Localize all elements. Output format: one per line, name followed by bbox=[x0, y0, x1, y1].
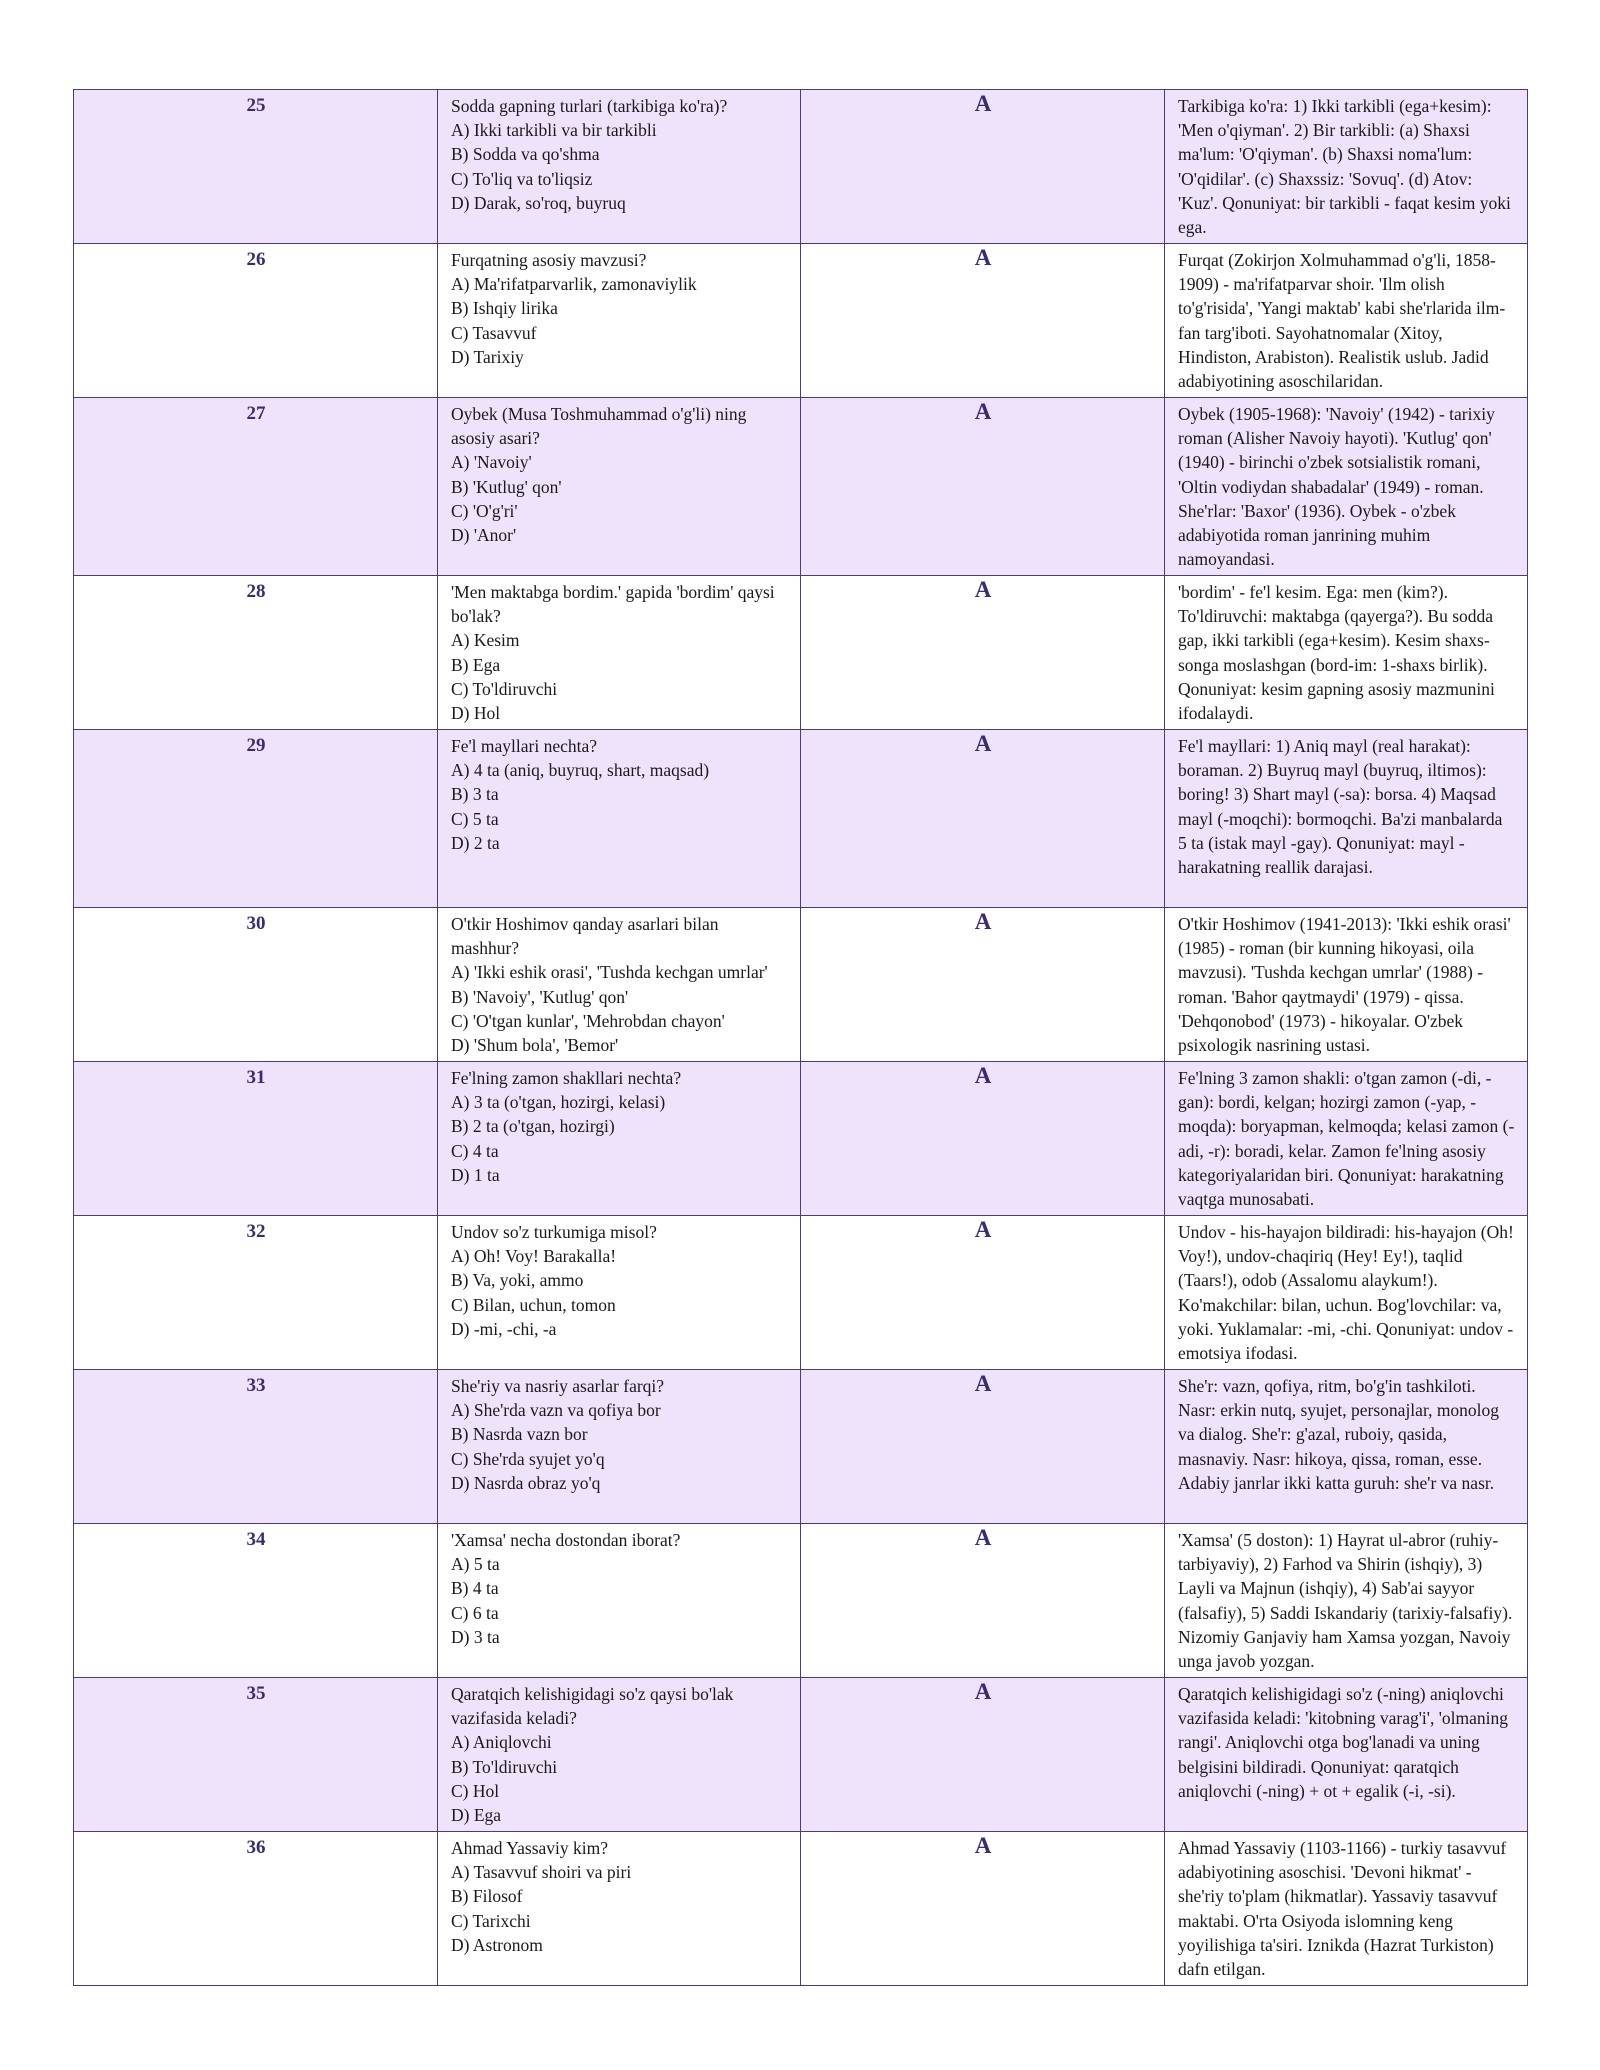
table-row bbox=[74, 730, 1528, 908]
explanation-cell bbox=[1165, 244, 1528, 398]
question-text: Furqatning asosiy mavzusi? bbox=[451, 250, 647, 270]
explanation-text: Tarkibiga ko'ra: 1) Ikki tarkibli (ega+kesim): 'Men o'qiyman'. 2) Bir tarkibli: (a) Shaxsi ma'lum: 'O'qiyman'. (b) Shaxsi noma'lum: 'O'qidilar'. (c) Shaxssiz: 'Sovuq'. (d) Atov: 'Kuz'. Qonuniyat: bir tarkibli - faqat kesim yoki ega. bbox=[1178, 96, 1511, 238]
answer-option: A) 'Navoiy' bbox=[451, 452, 532, 473]
answer-option: B) Va, yoki, ammo bbox=[451, 1270, 584, 1291]
answer-option: C) 6 ta bbox=[451, 1602, 499, 1623]
answer-option: D) -mi, -chi, -a bbox=[451, 1318, 557, 1339]
answer-option: B) Nasrda vazn bor bbox=[451, 1424, 588, 1445]
answer-option: D) Tarixiy bbox=[451, 346, 524, 367]
explanation-cell bbox=[1165, 730, 1528, 908]
question-cell bbox=[438, 244, 801, 398]
question-number: 27 bbox=[74, 398, 438, 576]
quiz-page bbox=[73, 89, 1527, 1986]
correct-answer: A bbox=[801, 1216, 1165, 1370]
table-row bbox=[74, 398, 1528, 576]
correct-answer: A bbox=[801, 1370, 1165, 1524]
explanation-cell bbox=[1165, 398, 1528, 576]
question-cell bbox=[438, 576, 801, 730]
table-row bbox=[74, 1062, 1528, 1216]
question-text: Qaratqich kelishigidagi so'z qaysi bo'lak vazifasida keladi? bbox=[451, 1684, 734, 1729]
correct-answer: A bbox=[801, 576, 1165, 730]
question-number: 25 bbox=[74, 90, 438, 244]
answer-option: C) Tasavvuf bbox=[451, 322, 537, 343]
answer-option: D) 3 ta bbox=[451, 1626, 500, 1647]
explanation-cell bbox=[1165, 908, 1528, 1062]
answer-option: D) Darak, so'roq, buyruq bbox=[451, 192, 626, 213]
explanation-text: Fe'lning 3 zamon shakli: o'tgan zamon (-di, -gan): bordi, kelgan; hozirgi zamon (-yap, -moqda): boryapman, kelmoqda; kelasi zamon (-adi, -r): boradi, kelar. Zamon fe'lning asosiy kategoriyalaridan biri. Qonuniyat: harakatning vaqtga munosabati. bbox=[1178, 1068, 1515, 1210]
answer-option: C) 'O'tgan kunlar', 'Mehrobdan chayon' bbox=[451, 1010, 725, 1031]
answer-option: C) Bilan, uchun, tomon bbox=[451, 1294, 616, 1315]
answer-option: C) Hol bbox=[451, 1780, 500, 1801]
explanation-cell bbox=[1165, 1370, 1528, 1524]
question-text: Sodda gapning turlari (tarkibiga ko'ra)? bbox=[451, 96, 728, 116]
correct-answer: A bbox=[801, 244, 1165, 398]
answer-option: B) 2 ta (o'tgan, hozirgi) bbox=[451, 1116, 615, 1137]
answer-option: A) 5 ta bbox=[451, 1554, 500, 1575]
answer-option: A) Ikki tarkibli va bir tarkibli bbox=[451, 120, 657, 141]
answer-option: B) Sodda va qo'shma bbox=[451, 144, 600, 165]
question-number: 32 bbox=[74, 1216, 438, 1370]
explanation-cell bbox=[1165, 1062, 1528, 1216]
answer-option: A) Oh! Voy! Barakalla! bbox=[451, 1246, 617, 1267]
question-cell bbox=[438, 1062, 801, 1216]
table-row bbox=[74, 90, 1528, 244]
table-row bbox=[74, 244, 1528, 398]
correct-answer: A bbox=[801, 1678, 1165, 1832]
answer-option: B) 'Kutlug' qon' bbox=[451, 476, 562, 497]
explanation-text: O'tkir Hoshimov (1941-2013): 'Ikki eshik orasi' (1985) - roman (bir kunning hikoyasi, oila mavzusi). 'Tushda kechgan umrlar' (1988) - roman. 'Bahor qaytmaydi' (1979) - qissa. 'Dehqonobod' (1973) - hikoyalar. O'zbek psixologik nasrining ustasi. bbox=[1178, 914, 1511, 1056]
explanation-cell bbox=[1165, 1216, 1528, 1370]
question-number: 26 bbox=[74, 244, 438, 398]
explanation-text: 'bordim' - fe'l kesim. Ega: men (kim?). To'ldiruvchi: maktabga (qayerga?). Bu sodda gap, ikki tarkibli (ega+kesim). Kesim shaxs-songa moslashgan (bord-im: 1-shaxs birlik). Qonuniyat: kesim gapning asosiy mazmunini ifodalaydi. bbox=[1178, 582, 1495, 724]
explanation-cell bbox=[1165, 90, 1528, 244]
answer-option: C) 5 ta bbox=[451, 808, 499, 829]
correct-answer: A bbox=[801, 908, 1165, 1062]
answer-option: A) 4 ta (aniq, buyruq, shart, maqsad) bbox=[451, 760, 710, 781]
answer-option: C) She'rda syujet yo'q bbox=[451, 1448, 605, 1469]
answer-option: D) Astronom bbox=[451, 1934, 543, 1955]
explanation-cell bbox=[1165, 1832, 1528, 1986]
answer-option: B) 4 ta bbox=[451, 1578, 499, 1599]
question-text: She'riy va nasriy asarlar farqi? bbox=[451, 1376, 665, 1396]
question-cell bbox=[438, 398, 801, 576]
answer-option: C) Tarixchi bbox=[451, 1910, 531, 1931]
table-row bbox=[74, 576, 1528, 730]
table-row bbox=[74, 1370, 1528, 1524]
answer-option: A) Kesim bbox=[451, 630, 520, 651]
answer-option: D) Nasrda obraz yo'q bbox=[451, 1472, 601, 1493]
question-text: O'tkir Hoshimov qanday asarlari bilan mashhur? bbox=[451, 914, 719, 959]
question-cell bbox=[438, 1216, 801, 1370]
explanation-text: She'r: vazn, qofiya, ritm, bo'g'in tashkiloti. Nasr: erkin nutq, syujet, personajlar, monolog va dialog. She'r: g'azal, ruboiy, qasida, masnaviy. Nasr: hikoya, qissa, roman, esse. Adabiy janrlar ikki katta guruh: she'r va nasr. bbox=[1178, 1376, 1500, 1493]
question-text: Fe'l mayllari nechta? bbox=[451, 736, 598, 756]
table-row bbox=[74, 1524, 1528, 1678]
answer-option: B) Filosof bbox=[451, 1886, 523, 1907]
quiz-table bbox=[73, 89, 1528, 1986]
question-number: 31 bbox=[74, 1062, 438, 1216]
answer-option: D) Ega bbox=[451, 1805, 502, 1826]
question-number: 36 bbox=[74, 1832, 438, 1986]
table-row bbox=[74, 1216, 1528, 1370]
correct-answer: A bbox=[801, 730, 1165, 908]
correct-answer: A bbox=[801, 90, 1165, 244]
correct-answer: A bbox=[801, 398, 1165, 576]
question-cell bbox=[438, 730, 801, 908]
question-number: 30 bbox=[74, 908, 438, 1062]
answer-option: A) 'Ikki eshik orasi', 'Tushda kechgan umrlar' bbox=[451, 962, 768, 983]
explanation-text: Undov - his-hayajon bildiradi: his-hayajon (Oh! Voy!), undov-chaqiriq (Hey! Ey!), taqlid (Taars!), odob (Assalomu alaykum!). Ko'makchilar: bilan, uchun. Bog'lovchilar: va, yoki. Yuklamalar: -mi, -chi. Qonuniyat: undov - emotsiya ifodasi. bbox=[1178, 1222, 1514, 1364]
answer-option: D) 'Shum bola', 'Bemor' bbox=[451, 1035, 619, 1056]
question-number: 33 bbox=[74, 1370, 438, 1524]
answer-option: C) To'liq va to'liqsiz bbox=[451, 168, 593, 189]
explanation-text: Furqat (Zokirjon Xolmuhammad o'g'li, 1858-1909) - ma'rifatparvar shoir. 'Ilm olish to'g'risida', 'Yangi maktab' kabi she'rlarida ilm-fan targ'iboti. Sayohatnomalar (Xitoy, Hindiston, Arabiston). Realistik uslub. Jadid adabiyotining asoschilaridan. bbox=[1178, 250, 1506, 392]
correct-answer: A bbox=[801, 1524, 1165, 1678]
question-cell bbox=[438, 1370, 801, 1524]
answer-option: B) 'Navoiy', 'Kutlug' qon' bbox=[451, 986, 629, 1007]
table-row bbox=[74, 1678, 1528, 1832]
explanation-text: 'Xamsa' (5 doston): 1) Hayrat ul-abror (ruhiy-tarbiyaviy), 2) Farhod va Shirin (ishqiy), 3) Layli va Majnun (ishqiy), 4) Sab'ai sayyor (falsafiy), 5) Saddi Iskandariy (tarixiy-falsafiy). Nizomiy Ganjaviy ham Xamsa yozgan, Navoiy unga javob yozgan. bbox=[1178, 1530, 1513, 1672]
explanation-cell bbox=[1165, 1524, 1528, 1678]
question-number: 35 bbox=[74, 1678, 438, 1832]
answer-option: A) Ma'rifatparvarlik, zamonaviylik bbox=[451, 274, 697, 295]
answer-option: D) 2 ta bbox=[451, 832, 500, 853]
question-text: Ahmad Yassaviy kim? bbox=[451, 1838, 609, 1858]
question-cell bbox=[438, 1832, 801, 1986]
explanation-cell bbox=[1165, 1678, 1528, 1832]
explanation-text: Oybek (1905-1968): 'Navoiy' (1942) - tarixiy roman (Alisher Navoiy hayoti). 'Kutlug' qon' (1940) - birinchi o'zbek sotsialistik romani, 'Oltin vodiydan shabadalar' (1949) - roman. She'rlar: 'Baxor' (1936). Oybek - o'zbek adabiyotida roman janrining muhim namoyandasi. bbox=[1178, 404, 1495, 570]
explanation-text: Fe'l mayllari: 1) Aniq mayl (real harakat): boraman. 2) Buyruq mayl (buyruq, iltimos): boring! 3) Shart mayl (-sa): borsa. 4) Maqsad mayl (-moqchi): bormoqchi. Ba'zi manbalarda 5 ta (istak mayl -gay). Qonuniyat: mayl - harakatning reallik darajasi. bbox=[1178, 736, 1503, 878]
correct-answer: A bbox=[801, 1832, 1165, 1986]
explanation-text: Ahmad Yassaviy (1103-1166) - turkiy tasavvuf adabiyotining asoschisi. 'Devoni hikmat' - she'riy to'plam (hikmatlar). Yassaviy tasavvuf maktabi. O'rta Osiyoda islomning keng yoyilishiga ta'siri. Iznikda (Hazrat Turkiston) dafn etilgan. bbox=[1178, 1838, 1507, 1980]
answer-option: B) Ishqiy lirika bbox=[451, 298, 558, 319]
question-cell bbox=[438, 1678, 801, 1832]
question-number: 34 bbox=[74, 1524, 438, 1678]
answer-option: A) She'rda vazn va qofiya bor bbox=[451, 1400, 661, 1421]
answer-option: C) To'ldiruvchi bbox=[451, 678, 558, 699]
question-cell bbox=[438, 1524, 801, 1678]
table-row bbox=[74, 908, 1528, 1062]
answer-option: B) To'ldiruvchi bbox=[451, 1756, 558, 1777]
answer-option: C) 'O'g'ri' bbox=[451, 500, 518, 521]
correct-answer: A bbox=[801, 1062, 1165, 1216]
answer-option: A) Tasavvuf shoiri va piri bbox=[451, 1862, 632, 1883]
question-text: Undov so'z turkumiga misol? bbox=[451, 1222, 657, 1242]
answer-option: D) 1 ta bbox=[451, 1164, 500, 1185]
table-row bbox=[74, 1832, 1528, 1986]
question-text: 'Men maktabga bordim.' gapida 'bordim' qaysi bo'lak? bbox=[451, 582, 775, 627]
question-cell bbox=[438, 90, 801, 244]
answer-option: A) Aniqlovchi bbox=[451, 1732, 552, 1753]
question-text: 'Xamsa' necha dostondan iborat? bbox=[451, 1530, 681, 1550]
answer-option: A) 3 ta (o'tgan, hozirgi, kelasi) bbox=[451, 1092, 666, 1113]
question-number: 28 bbox=[74, 576, 438, 730]
question-text: Fe'lning zamon shakllari nechta? bbox=[451, 1068, 682, 1088]
answer-option: D) 'Anor' bbox=[451, 525, 517, 546]
quiz-table-body bbox=[74, 90, 1528, 1986]
question-number: 29 bbox=[74, 730, 438, 908]
question-text: Oybek (Musa Toshmuhammad o'g'li) ning asosiy asari? bbox=[451, 404, 747, 449]
answer-option: B) Ega bbox=[451, 654, 501, 675]
answer-option: D) Hol bbox=[451, 703, 501, 724]
answer-option: C) 4 ta bbox=[451, 1140, 499, 1161]
explanation-cell bbox=[1165, 576, 1528, 730]
question-cell bbox=[438, 908, 801, 1062]
answer-option: B) 3 ta bbox=[451, 784, 499, 805]
explanation-text: Qaratqich kelishigidagi so'z (-ning) aniqlovchi vazifasida keladi: 'kitobning varag'i', 'olmaning rangi'. Aniqlovchi otga bog'lanadi va uning belgisini bildiradi. Qonuniyat: qaratqich aniqlovchi (-ning) + ot + egalik (-i, -si). bbox=[1178, 1684, 1508, 1801]
